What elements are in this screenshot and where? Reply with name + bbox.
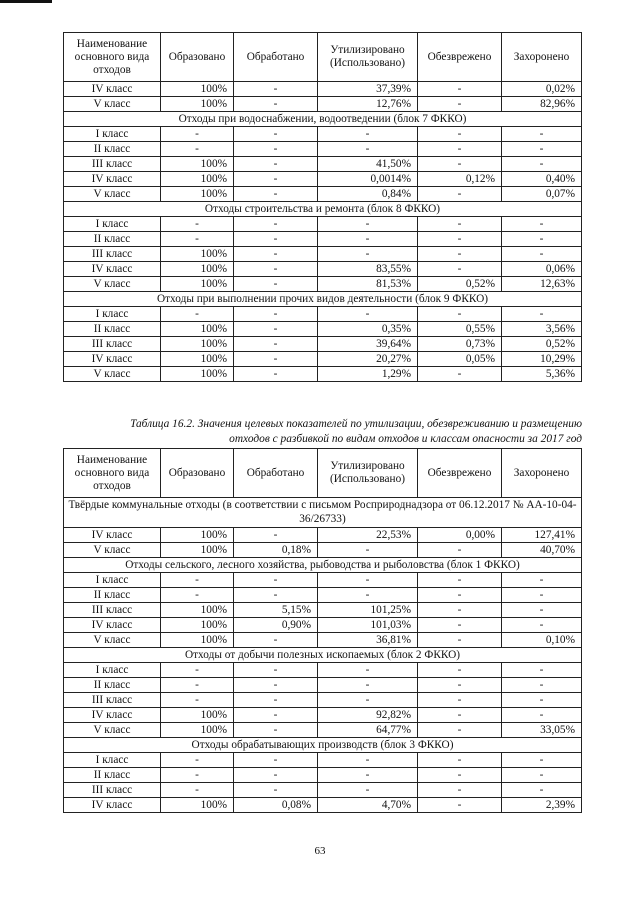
- table-row: [64, 232, 582, 247]
- value-cell: -: [318, 247, 418, 262]
- hazard-class-cell: V класс: [64, 367, 161, 382]
- value-cell: -: [502, 307, 582, 322]
- section-header-row: [64, 202, 582, 217]
- section-header-row: [64, 648, 582, 663]
- value-cell: -: [418, 232, 502, 247]
- table-row: [64, 663, 582, 678]
- value-cell: -: [418, 678, 502, 693]
- value-cell: 0,12%: [418, 172, 502, 187]
- value-cell: 1,29%: [318, 367, 418, 382]
- value-cell: -: [234, 247, 318, 262]
- value-cell: -: [418, 633, 502, 648]
- value-cell: -: [318, 217, 418, 232]
- value-cell: -: [318, 127, 418, 142]
- value-cell: 100%: [161, 262, 234, 277]
- section-header-row: [64, 292, 582, 307]
- value-cell: -: [161, 142, 234, 157]
- value-cell: -: [234, 187, 318, 202]
- value-cell: -: [161, 573, 234, 588]
- value-cell: 0,40%: [502, 172, 582, 187]
- hazard-class-cell: II класс: [64, 322, 161, 337]
- value-cell: 39,64%: [318, 337, 418, 352]
- table-row: [64, 307, 582, 322]
- value-cell: -: [234, 172, 318, 187]
- value-cell: 100%: [161, 633, 234, 648]
- section-title: Отходы сельского, лесного хозяйства, рыбоводства и рыболовства (блок 1 ФККО): [64, 558, 582, 573]
- value-cell: -: [234, 82, 318, 97]
- hazard-class-cell: V класс: [64, 543, 161, 558]
- table-row: [64, 262, 582, 277]
- value-cell: -: [161, 693, 234, 708]
- table-row: [64, 352, 582, 367]
- value-cell: -: [318, 678, 418, 693]
- table-row: [64, 97, 582, 112]
- value-cell: 100%: [161, 172, 234, 187]
- column-header: Обезврежено: [418, 33, 502, 82]
- value-cell: 0,73%: [418, 337, 502, 352]
- value-cell: 5,15%: [234, 603, 318, 618]
- value-cell: 100%: [161, 187, 234, 202]
- value-cell: 100%: [161, 798, 234, 813]
- value-cell: -: [418, 307, 502, 322]
- value-cell: 100%: [161, 708, 234, 723]
- value-cell: -: [502, 753, 582, 768]
- table-row: [64, 82, 582, 97]
- value-cell: 100%: [161, 82, 234, 97]
- value-cell: -: [418, 127, 502, 142]
- value-cell: 4,70%: [318, 798, 418, 813]
- table-row: [64, 588, 582, 603]
- value-cell: -: [418, 187, 502, 202]
- value-cell: -: [418, 142, 502, 157]
- value-cell: -: [234, 127, 318, 142]
- hazard-class-cell: II класс: [64, 232, 161, 247]
- value-cell: 127,41%: [502, 528, 582, 543]
- hazard-class-cell: IV класс: [64, 798, 161, 813]
- table2-body: [64, 449, 582, 813]
- column-header: Образовано: [161, 449, 234, 498]
- value-cell: 100%: [161, 603, 234, 618]
- section-header-row: [64, 558, 582, 573]
- table-row: [64, 337, 582, 352]
- hazard-class-cell: I класс: [64, 663, 161, 678]
- hazard-class-cell: V класс: [64, 187, 161, 202]
- column-header: Обработано: [234, 449, 318, 498]
- table-row: [64, 277, 582, 292]
- value-cell: -: [234, 753, 318, 768]
- value-cell: -: [502, 588, 582, 603]
- section-title: Отходы строительства и ремонта (блок 8 ФККО): [64, 202, 582, 217]
- table-row: [64, 247, 582, 262]
- value-cell: -: [161, 588, 234, 603]
- value-cell: -: [502, 618, 582, 633]
- value-cell: 5,36%: [502, 367, 582, 382]
- value-cell: 100%: [161, 723, 234, 738]
- value-cell: -: [234, 277, 318, 292]
- value-cell: -: [234, 678, 318, 693]
- hazard-class-cell: V класс: [64, 277, 161, 292]
- section-title: Твёрдые коммунальные отходы (в соответствии с письмом Росприроднадзора от 06.12.2017 № АА-10-04-36/26733): [64, 498, 582, 528]
- value-cell: 101,03%: [318, 618, 418, 633]
- value-cell: 0,52%: [502, 337, 582, 352]
- value-cell: -: [234, 367, 318, 382]
- value-cell: -: [418, 247, 502, 262]
- value-cell: -: [234, 337, 318, 352]
- value-cell: -: [418, 768, 502, 783]
- value-cell: -: [234, 307, 318, 322]
- value-cell: -: [418, 157, 502, 172]
- column-header: Обработано: [234, 33, 318, 82]
- table-row: [64, 528, 582, 543]
- value-cell: -: [161, 663, 234, 678]
- value-cell: -: [502, 663, 582, 678]
- value-cell: 36,81%: [318, 633, 418, 648]
- section-title: Отходы обрабатывающих производств (блок 3 ФККО): [64, 738, 582, 753]
- table-row: [64, 618, 582, 633]
- column-header: Образовано: [161, 33, 234, 82]
- table-row: [64, 633, 582, 648]
- table-row: [64, 217, 582, 232]
- hazard-class-cell: I класс: [64, 573, 161, 588]
- section-title: Отходы от добычи полезных ископаемых (блок 2 ФККО): [64, 648, 582, 663]
- value-cell: 0,02%: [502, 82, 582, 97]
- section-title: Отходы при водоснабжении, водоотведении (блок 7 ФККО): [64, 112, 582, 127]
- caption-line-2: отходов с разбивкой по видам отходов и классам опасности за 2017 год: [229, 433, 582, 445]
- value-cell: -: [234, 232, 318, 247]
- value-cell: -: [234, 352, 318, 367]
- value-cell: 82,96%: [502, 97, 582, 112]
- value-cell: -: [418, 82, 502, 97]
- value-cell: -: [418, 753, 502, 768]
- value-cell: 0,0014%: [318, 172, 418, 187]
- table-row: [64, 142, 582, 157]
- hazard-class-cell: IV класс: [64, 352, 161, 367]
- hazard-class-cell: IV класс: [64, 708, 161, 723]
- column-header: Утилизировано (Использовано): [318, 449, 418, 498]
- value-cell: 100%: [161, 528, 234, 543]
- column-header: Захоронено: [502, 449, 582, 498]
- hazard-class-cell: III класс: [64, 247, 161, 262]
- value-cell: 101,25%: [318, 603, 418, 618]
- hazard-class-cell: IV класс: [64, 528, 161, 543]
- value-cell: 40,70%: [502, 543, 582, 558]
- value-cell: 100%: [161, 543, 234, 558]
- value-cell: -: [318, 573, 418, 588]
- value-cell: -: [318, 753, 418, 768]
- hazard-class-cell: I класс: [64, 217, 161, 232]
- value-cell: -: [234, 262, 318, 277]
- hazard-class-cell: II класс: [64, 142, 161, 157]
- value-cell: -: [418, 708, 502, 723]
- value-cell: -: [234, 708, 318, 723]
- value-cell: 0,90%: [234, 618, 318, 633]
- value-cell: -: [318, 142, 418, 157]
- table-row: [64, 783, 582, 798]
- value-cell: 0,52%: [418, 277, 502, 292]
- value-cell: 2,39%: [502, 798, 582, 813]
- hazard-class-cell: III класс: [64, 337, 161, 352]
- value-cell: 100%: [161, 367, 234, 382]
- value-cell: -: [161, 678, 234, 693]
- value-cell: 100%: [161, 247, 234, 262]
- value-cell: -: [234, 142, 318, 157]
- value-cell: 37,39%: [318, 82, 418, 97]
- hazard-class-cell: III класс: [64, 783, 161, 798]
- column-header: Утилизировано (Использовано): [318, 33, 418, 82]
- value-cell: -: [502, 603, 582, 618]
- value-cell: 0,07%: [502, 187, 582, 202]
- value-cell: -: [318, 307, 418, 322]
- value-cell: -: [234, 157, 318, 172]
- value-cell: -: [161, 217, 234, 232]
- value-cell: 12,76%: [318, 97, 418, 112]
- section-header-row: [64, 112, 582, 127]
- value-cell: -: [234, 528, 318, 543]
- caption-line-1: Таблица 16.2. Значения целевых показателей по утилизации, обезвреживанию и размещению: [130, 418, 582, 430]
- value-cell: 10,29%: [502, 352, 582, 367]
- top-edge-mark: [0, 0, 52, 3]
- value-cell: -: [418, 783, 502, 798]
- value-cell: -: [502, 783, 582, 798]
- table-row: [64, 127, 582, 142]
- section-header-row: [64, 498, 582, 528]
- value-cell: -: [502, 708, 582, 723]
- value-cell: -: [418, 693, 502, 708]
- page-number: 63: [314, 845, 326, 857]
- value-cell: 81,53%: [318, 277, 418, 292]
- value-cell: -: [234, 322, 318, 337]
- column-header: Наименование основного вида отходов: [64, 449, 161, 498]
- value-cell: -: [318, 663, 418, 678]
- table-row: [64, 798, 582, 813]
- column-header: Наименование основного вида отходов: [64, 33, 161, 82]
- hazard-class-cell: I класс: [64, 127, 161, 142]
- value-cell: 0,06%: [502, 262, 582, 277]
- value-cell: -: [418, 217, 502, 232]
- value-cell: -: [318, 588, 418, 603]
- value-cell: 100%: [161, 337, 234, 352]
- value-cell: -: [418, 262, 502, 277]
- value-cell: -: [234, 723, 318, 738]
- hazard-class-cell: II класс: [64, 768, 161, 783]
- value-cell: -: [234, 573, 318, 588]
- value-cell: 3,56%: [502, 322, 582, 337]
- table-waste-indicators-2017: [63, 448, 582, 813]
- value-cell: -: [234, 633, 318, 648]
- hazard-class-cell: III класс: [64, 693, 161, 708]
- value-cell: -: [234, 768, 318, 783]
- value-cell: -: [234, 693, 318, 708]
- value-cell: -: [318, 543, 418, 558]
- column-header: Обезврежено: [418, 449, 502, 498]
- value-cell: -: [234, 663, 318, 678]
- value-cell: -: [234, 588, 318, 603]
- value-cell: 0,35%: [318, 322, 418, 337]
- value-cell: 0,00%: [418, 528, 502, 543]
- table-row: [64, 678, 582, 693]
- value-cell: -: [418, 618, 502, 633]
- hazard-class-cell: III класс: [64, 157, 161, 172]
- table-row: [64, 573, 582, 588]
- value-cell: -: [318, 768, 418, 783]
- value-cell: -: [502, 157, 582, 172]
- value-cell: 100%: [161, 322, 234, 337]
- hazard-class-cell: IV класс: [64, 618, 161, 633]
- hazard-class-cell: V класс: [64, 723, 161, 738]
- value-cell: -: [418, 573, 502, 588]
- table-header-row: [64, 33, 582, 82]
- value-cell: 83,55%: [318, 262, 418, 277]
- value-cell: -: [234, 217, 318, 232]
- value-cell: -: [418, 543, 502, 558]
- value-cell: 12,63%: [502, 277, 582, 292]
- table1-body: [64, 33, 582, 382]
- value-cell: -: [418, 588, 502, 603]
- value-cell: -: [418, 663, 502, 678]
- value-cell: 0,10%: [502, 633, 582, 648]
- table-header-row: [64, 449, 582, 498]
- value-cell: -: [418, 723, 502, 738]
- section-header-row: [64, 738, 582, 753]
- column-header: Захоронено: [502, 33, 582, 82]
- table-row: [64, 187, 582, 202]
- hazard-class-cell: II класс: [64, 588, 161, 603]
- hazard-class-cell: III класс: [64, 603, 161, 618]
- value-cell: 0,18%: [234, 543, 318, 558]
- value-cell: -: [418, 97, 502, 112]
- table-caption: [60, 417, 582, 447]
- value-cell: 100%: [161, 352, 234, 367]
- value-cell: 33,05%: [502, 723, 582, 738]
- value-cell: 41,50%: [318, 157, 418, 172]
- hazard-class-cell: IV класс: [64, 262, 161, 277]
- value-cell: -: [502, 678, 582, 693]
- value-cell: -: [502, 142, 582, 157]
- value-cell: 0,05%: [418, 352, 502, 367]
- value-cell: -: [502, 573, 582, 588]
- value-cell: -: [234, 97, 318, 112]
- table-waste-indicators-continued: [63, 32, 582, 382]
- value-cell: 22,53%: [318, 528, 418, 543]
- value-cell: 100%: [161, 277, 234, 292]
- value-cell: -: [502, 768, 582, 783]
- value-cell: -: [161, 232, 234, 247]
- value-cell: 100%: [161, 618, 234, 633]
- hazard-class-cell: I класс: [64, 753, 161, 768]
- table-row: [64, 723, 582, 738]
- value-cell: -: [161, 783, 234, 798]
- value-cell: 64,77%: [318, 723, 418, 738]
- section-title: Отходы при выполнении прочих видов деятельности (блок 9 ФККО): [64, 292, 582, 307]
- table-row: [64, 367, 582, 382]
- table-row: [64, 322, 582, 337]
- value-cell: -: [502, 217, 582, 232]
- table-row: [64, 172, 582, 187]
- value-cell: -: [318, 783, 418, 798]
- value-cell: 0,08%: [234, 798, 318, 813]
- hazard-class-cell: I класс: [64, 307, 161, 322]
- table-row: [64, 708, 582, 723]
- hazard-class-cell: IV класс: [64, 82, 161, 97]
- value-cell: -: [418, 603, 502, 618]
- hazard-class-cell: V класс: [64, 633, 161, 648]
- value-cell: 92,82%: [318, 708, 418, 723]
- value-cell: -: [418, 798, 502, 813]
- value-cell: -: [161, 768, 234, 783]
- table-row: [64, 603, 582, 618]
- value-cell: 100%: [161, 157, 234, 172]
- table-row: [64, 753, 582, 768]
- value-cell: 0,84%: [318, 187, 418, 202]
- value-cell: -: [502, 232, 582, 247]
- value-cell: -: [161, 753, 234, 768]
- value-cell: -: [502, 127, 582, 142]
- value-cell: 0,55%: [418, 322, 502, 337]
- hazard-class-cell: IV класс: [64, 172, 161, 187]
- table-row: [64, 543, 582, 558]
- hazard-class-cell: V класс: [64, 97, 161, 112]
- table-row: [64, 768, 582, 783]
- value-cell: 100%: [161, 97, 234, 112]
- value-cell: -: [161, 127, 234, 142]
- value-cell: -: [318, 232, 418, 247]
- value-cell: -: [502, 693, 582, 708]
- value-cell: -: [161, 307, 234, 322]
- table-row: [64, 157, 582, 172]
- value-cell: 20,27%: [318, 352, 418, 367]
- value-cell: -: [418, 367, 502, 382]
- value-cell: -: [502, 247, 582, 262]
- hazard-class-cell: II класс: [64, 678, 161, 693]
- value-cell: -: [318, 693, 418, 708]
- value-cell: -: [234, 783, 318, 798]
- table-row: [64, 693, 582, 708]
